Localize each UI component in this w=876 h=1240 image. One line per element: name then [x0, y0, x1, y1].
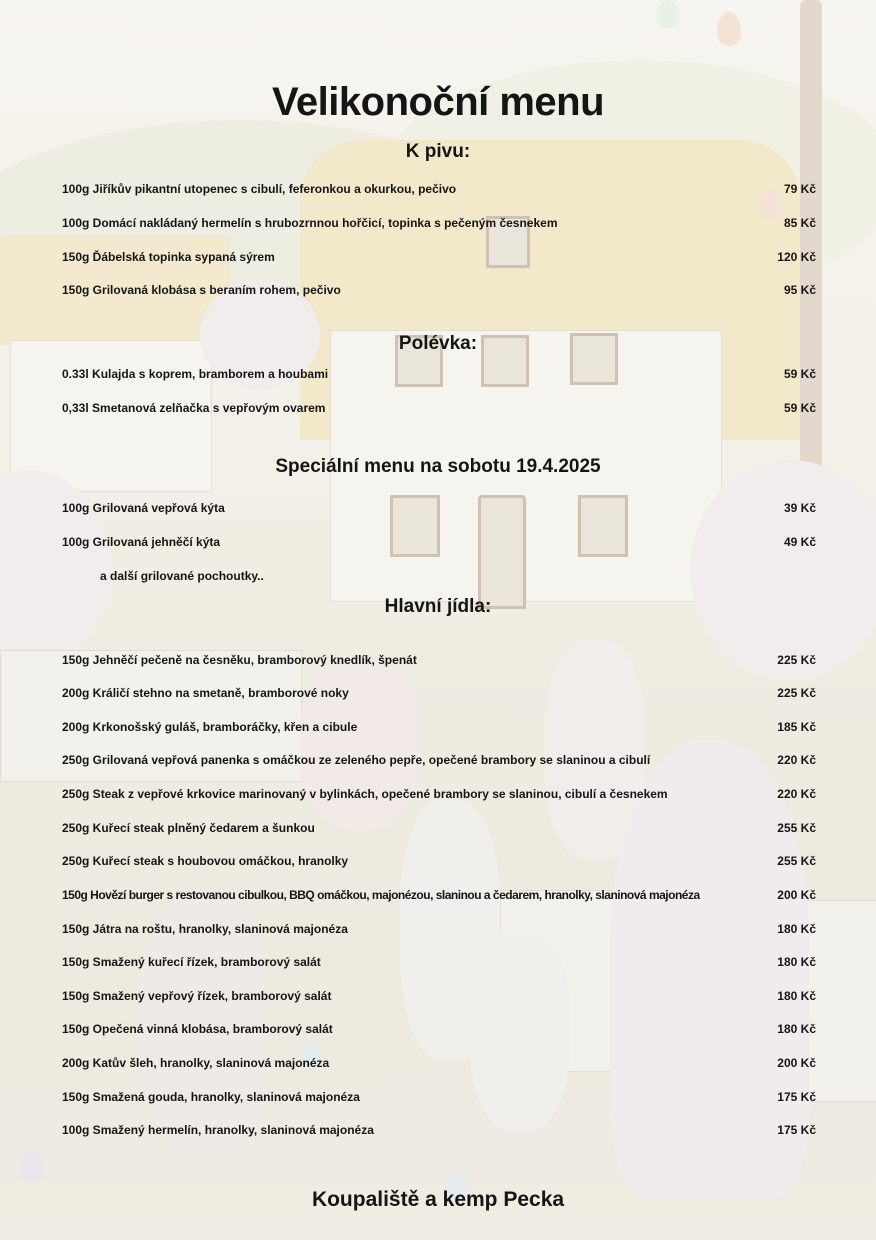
item-text: 150g Grilovaná klobása s beraním rohem, pečivo: [62, 283, 341, 297]
menu-item: [62, 851, 816, 871]
menu-item: [62, 498, 816, 518]
special-note: a další grilované pochoutky..: [100, 569, 264, 583]
item-text: 100g Grilovaná vepřová kýta: [62, 501, 225, 515]
item-text: 100g Domácí nakládaný hermelín s hrubozrnnou hořčicí, topinka s pečeným česnekem: [62, 216, 558, 230]
item-price: 200 Kč: [777, 1056, 816, 1070]
item-price: 180 Kč: [777, 1022, 816, 1036]
menu-item: [62, 986, 816, 1006]
item-price: 200 Kč: [777, 888, 816, 902]
menu-item: [62, 952, 816, 972]
menu-item: [62, 885, 816, 905]
menu-item: [62, 818, 816, 838]
menu-item: [62, 364, 816, 384]
footer-venue-name: Koupaliště a kemp Pecka: [311, 1188, 565, 1211]
menu-item: [62, 1053, 816, 1073]
item-text: 150g Smažený kuřecí řízek, bramborový salát: [62, 955, 321, 969]
item-price: 255 Kč: [777, 821, 816, 835]
menu-item: [62, 1120, 816, 1140]
item-price: 185 Kč: [777, 720, 816, 734]
item-price: 180 Kč: [777, 989, 816, 1003]
item-price: 95 Kč: [783, 283, 816, 297]
menu-item: [62, 1019, 816, 1039]
item-text: 100g Grilovaná jehněčí kýta: [62, 535, 221, 549]
section-heading-k-pivu: K pivu:: [405, 141, 471, 162]
item-text: 150g Smažená gouda, hranolky, slaninová majonéza: [62, 1090, 360, 1104]
item-price: 175 Kč: [777, 1090, 816, 1104]
item-text: 150g Jehněčí pečeně na česněku, bramborový knedlík, špenát: [62, 653, 417, 667]
item-price: 180 Kč: [777, 922, 816, 936]
item-text: 150g Ďábelská topinka sypaná sýrem: [62, 250, 275, 264]
item-price: 220 Kč: [777, 753, 816, 767]
menu-item: [62, 750, 816, 770]
item-text: 250g Kuřecí steak plněný čedarem a šunkou: [62, 821, 315, 835]
item-text: 100g Smažený hermelín, hranolky, slaninová majonéza: [62, 1123, 374, 1137]
item-text: 150g Hovězí burger s restovanou cibulkou, BBQ omáčkou, majonézou, slaninou a čedarem, hranolky, slaninová majonéza: [62, 888, 700, 902]
item-text: 250g Steak z vepřové krkovice marinovaný v bylinkách, opečené brambory se slaninou, cibulí a česnekem: [62, 787, 668, 801]
item-text: 150g Játra na roštu, hranolky, slaninová majonéza: [62, 922, 348, 936]
item-price: 39 Kč: [783, 501, 816, 515]
item-text: 250g Grilovaná vepřová panenka s omáčkou ze zeleného pepře, opečené brambory se slaninou a cibulí: [62, 753, 651, 767]
item-text: 200g Katův šleh, hranolky, slaninová majonéza: [62, 1056, 330, 1070]
item-text: 0.33l Kulajda s koprem, bramborem a houbami: [62, 367, 329, 381]
item-price: 220 Kč: [777, 787, 816, 801]
menu-item: [62, 532, 816, 552]
section-heading-specialni: Speciální menu na sobotu 19.4.2025: [275, 456, 601, 477]
menu-item: [62, 247, 816, 267]
item-price: 120 Kč: [777, 250, 816, 264]
item-price: 225 Kč: [777, 653, 816, 667]
menu-item: [62, 717, 816, 737]
section-heading-hlavni: Hlavní jídla:: [384, 596, 492, 617]
item-price: 180 Kč: [777, 955, 816, 969]
menu-item: [62, 784, 816, 804]
item-price: 225 Kč: [777, 686, 816, 700]
item-price: 79 Kč: [783, 182, 816, 196]
menu-item: [62, 280, 816, 300]
menu-item: [62, 179, 816, 199]
item-price: 255 Kč: [777, 854, 816, 868]
item-text: 150g Opečená vinná klobása, bramborový salát: [62, 1022, 333, 1036]
item-price: 175 Kč: [777, 1123, 816, 1137]
item-price: 59 Kč: [783, 401, 816, 415]
menu-item: [62, 213, 816, 233]
section-heading-polevka: Polévka:: [398, 333, 478, 354]
item-price: 85 Kč: [783, 216, 816, 230]
item-text: 150g Smažený vepřový řízek, bramborový salát: [62, 989, 332, 1003]
item-text: 0,33l Smetanová zelňačka s vepřovým ovarem: [62, 401, 326, 415]
item-price: 59 Kč: [783, 367, 816, 381]
menu-item: [62, 1087, 816, 1107]
item-text: 200g Králičí stehno na smetaně, bramborové noky: [62, 686, 349, 700]
item-text: 250g Kuřecí steak s houbovou omáčkou, hranolky: [62, 854, 349, 868]
item-text: 100g Jiříkův pikantní utopenec s cibulí, feferonkou a okurkou, pečivo: [62, 182, 457, 196]
menu-item: [62, 398, 816, 418]
menu-item: [62, 919, 816, 939]
item-text: 200g Krkonošský guláš, bramboráčky, křen a cibule: [62, 720, 358, 734]
menu-item: [62, 683, 816, 703]
menu-item: [62, 650, 816, 670]
item-price: 49 Kč: [783, 535, 816, 549]
menu-title: Velikonoční menu: [271, 80, 605, 124]
